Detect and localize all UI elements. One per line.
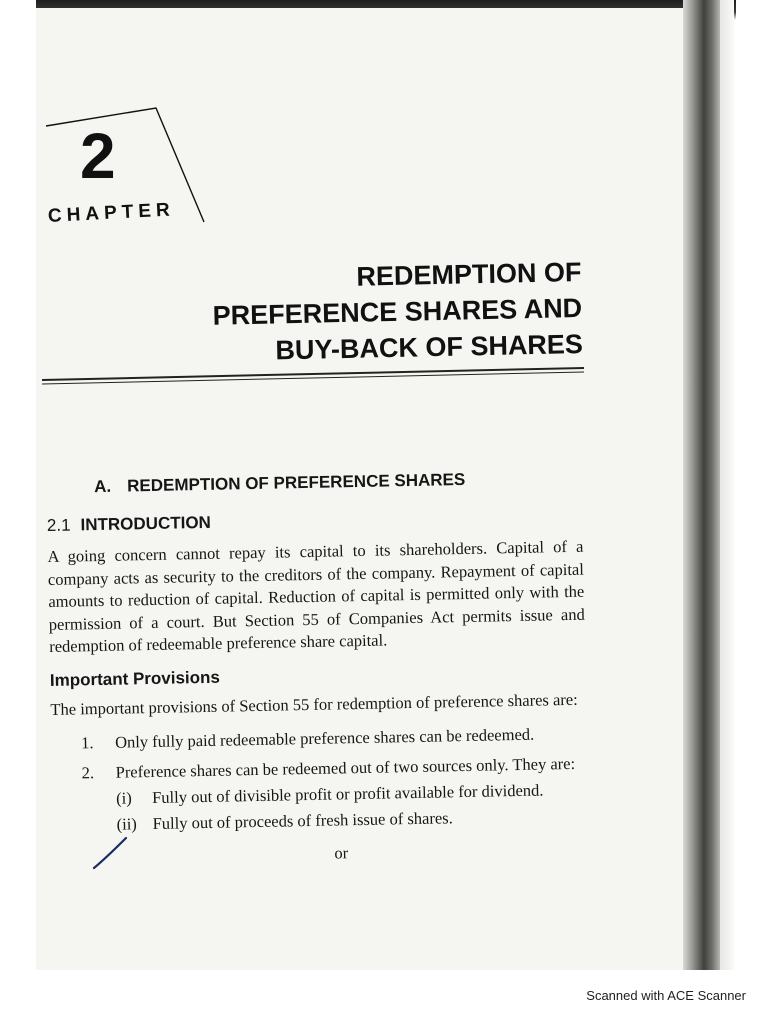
book-page	[36, 8, 696, 970]
section-title: REDEMPTION OF PREFERENCE SHARES	[126, 469, 466, 496]
sublist-item-text: Fully out of divisible profit or profit available for dividend.	[151, 780, 544, 808]
provisions-lead: The important provisions of Section 55 for redemption of preference shares are:	[50, 689, 578, 719]
or-connector: or	[334, 843, 349, 863]
sources-sublist	[116, 779, 589, 836]
sublist-item-text: Fully out of proceeds of fresh issue of shares.	[152, 808, 453, 834]
title-double-rule	[36, 364, 596, 388]
subsection-heading	[47, 506, 583, 536]
sublist-item-index: (ii)	[116, 814, 138, 834]
page-body	[46, 468, 589, 869]
list-item	[81, 723, 587, 755]
section-letter: A.	[93, 476, 112, 497]
subsection-number: 2.1	[46, 515, 71, 535]
list-item-text: Only fully paid redeemable preference shares can be redeemed.	[114, 724, 535, 752]
chapter-number: 2	[80, 120, 116, 192]
book-spine-edge	[720, 0, 734, 970]
list-item-index: 2.	[81, 763, 95, 783]
chapter-title-line: REDEMPTION OF	[356, 256, 582, 292]
chapter-title	[61, 254, 583, 373]
section-heading	[94, 468, 582, 497]
list-item-text: Preference shares can be redeemed out of two sources only. They are:	[115, 753, 576, 782]
list-item-index: 1.	[80, 733, 94, 753]
subsection-title: INTRODUCTION	[80, 512, 212, 535]
pen-tick-mark	[92, 834, 132, 874]
provisions-heading: Important Provisions	[49, 667, 221, 690]
chapter-title-line: PREFERENCE SHARES AND	[212, 292, 583, 331]
provisions-list	[51, 723, 589, 841]
sublist-item	[116, 805, 588, 836]
chapter-title-line: BUY-BACK OF SHARES	[275, 328, 584, 366]
chapter-label: CHAPTER	[47, 199, 176, 227]
intro-paragraph: A going concern cannot repay its capital to its shareholders. Capital of a company acts as security to the creditors of the company. Repayment of capital amounts to reduction of capital. Reduction of capital is permitted only with the permission of a court. But Section 55 of Companies Act permits issue and redemption of redeemable preference share capital.	[47, 536, 585, 656]
scanner-watermark: Scanned with ACE Scanner	[586, 988, 746, 1003]
list-item	[81, 753, 588, 841]
sublist-item-index: (i)	[115, 788, 132, 808]
